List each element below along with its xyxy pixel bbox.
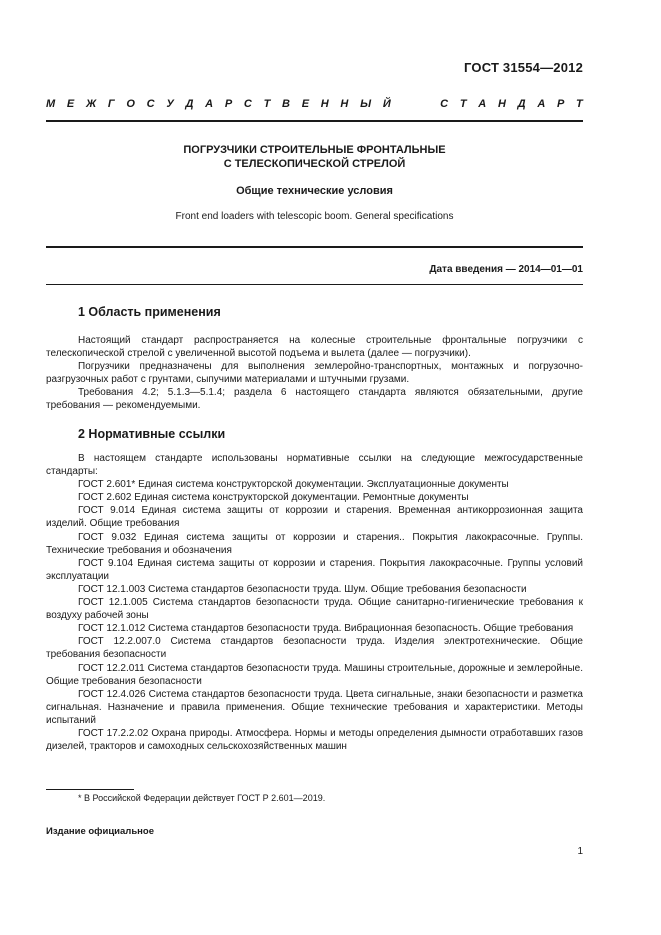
section-references-body	[46, 452, 583, 753]
banner-letter: В	[282, 98, 290, 110]
section-heading-references: 2 Нормативные ссылки	[78, 427, 226, 441]
banner-letter: Д	[185, 98, 194, 110]
title-line: ПОГРУЗЧИКИ СТРОИТЕЛЬНЫЕ ФРОНТАЛЬНЫЕ	[183, 144, 446, 156]
reference-item: ГОСТ 12.1.005 Система стандартов безопасности труда. Общие санитарно-гигиенические требования к воздуху рабочей зоны	[46, 597, 583, 622]
banner-letter: Т	[263, 98, 271, 110]
interstate-standard-banner	[46, 98, 583, 110]
footnote-divider	[46, 789, 134, 790]
banner-letter: О	[126, 98, 135, 110]
banner-letter: А	[205, 98, 214, 110]
banner-letter: Р	[556, 98, 565, 110]
banner-letter: Н	[497, 98, 506, 110]
paragraph: Настоящий стандарт распространяется на колесные строительные фронтальные погрузчики с телескопической стрелой с увеличенной высотой подъема и вылета (далее — погрузчики).	[46, 335, 583, 360]
paragraph: В настоящем стандарте использованы нормативные ссылки на следующие межгосударственные стандарты:	[46, 453, 583, 478]
banner-letter: Ы	[360, 98, 372, 110]
banner-letter: Е	[66, 98, 75, 110]
reference-item: ГОСТ 2.601* Единая система конструкторской документации. Эксплуатационные документы	[78, 479, 509, 491]
section-heading-scope: 1 Область применения	[78, 305, 221, 319]
banner-letter: Д	[517, 98, 526, 110]
reference-item: ГОСТ 12.1.012 Система стандартов безопасности труда. Вибрационная безопасность. Общие требования	[78, 623, 574, 635]
banner-letter: Ж	[85, 98, 97, 110]
reference-item: ГОСТ 9.014 Единая система защиты от коррозии и старения. Временная антикоррозионная защита изделий. Общие требования	[46, 505, 583, 530]
reference-item: ГОСТ 9.032 Единая система защиты от коррозии и старения.. Покрытия лакокрасочные. Группы. Технические требования и обозначения	[46, 531, 583, 556]
banner-letter: Н	[320, 98, 329, 110]
banner-letter: Й	[382, 98, 391, 110]
paragraph: Требования 4.2; 5.1.3—5.1.4; раздела 6 настоящего стандарта являются обязательными, другие требования — рекомендуемыми.	[46, 387, 583, 412]
banner-letter: Е	[301, 98, 310, 110]
title-divider	[46, 246, 583, 248]
section-scope-body	[46, 334, 583, 413]
reference-item: ГОСТ 12.2.007.0 Система стандартов безопасности труда. Изделия электротехнические. Общие требования безопасности	[46, 636, 583, 661]
document-subtitle: Общие технические условия	[236, 185, 393, 197]
document-title	[46, 143, 583, 171]
reference-item: ГОСТ 12.2.011 Система стандартов безопасности труда. Машины строительные, дорожные и землеройные. Общие требования безопасности	[46, 662, 583, 687]
banner-letter: А	[478, 98, 487, 110]
date-divider	[46, 284, 583, 285]
banner-gap	[402, 98, 428, 110]
banner-letter: А	[537, 98, 546, 110]
paragraph: Погрузчики предназначены для выполнения землеройно-транспортных, монтажных и погрузочно-разгрузочных работ с грунтами, сыпучими материалами и штучными грузами.	[46, 361, 583, 386]
reference-item: ГОСТ 2.602 Единая система конструкторской документации. Ремонтные документы	[78, 492, 469, 504]
header-divider	[46, 120, 583, 122]
english-title: Front end loaders with telescopic boom. General specifications	[175, 211, 454, 222]
gost-number: ГОСТ 31554—2012	[464, 60, 583, 75]
banner-letter: Г	[107, 98, 115, 110]
reference-item: ГОСТ 9.104 Единая система защиты от коррозии и старения. Покрытия лакокрасочные. Группы условий эксплуатации	[46, 557, 583, 582]
reference-item: ГОСТ 17.2.2.02 Охрана природы. Атмосфера. Нормы и методы определения дымности отработавших газов дизелей, тракторов и самоходных сельскохозяйственных машин	[46, 727, 583, 753]
banner-letter: Т	[459, 98, 467, 110]
reference-item: ГОСТ 12.4.026 Система стандартов безопасности труда. Цвета сигнальные, знаки безопасности и разметка сигнальная. Назначение и правила применения. Общие технические требования и характеристики. Методы испытаний	[46, 688, 583, 726]
page-number: 1	[577, 846, 583, 857]
introduction-date: Дата введения — 2014—01—01	[429, 264, 583, 275]
reference-item: ГОСТ 12.1.003 Система стандартов безопасности труда. Шум. Общие требования безопасности	[78, 583, 527, 595]
banner-letter: Н	[340, 98, 349, 110]
title-line: С ТЕЛЕСКОПИЧЕСКОЙ СТРЕЛОЙ	[223, 158, 406, 170]
banner-letter: С	[146, 98, 155, 110]
banner-letter: С	[440, 98, 449, 110]
footnote: * В Российской Федерации действует ГОСТ Р 2.601—2019.	[78, 793, 326, 803]
banner-letter: Р	[224, 98, 233, 110]
banner-letter: У	[166, 98, 174, 110]
official-edition-label: Издание официальное	[46, 826, 154, 837]
banner-letter: Т	[576, 98, 583, 110]
banner-letter: М	[46, 98, 56, 110]
banner-letter: С	[243, 98, 252, 110]
